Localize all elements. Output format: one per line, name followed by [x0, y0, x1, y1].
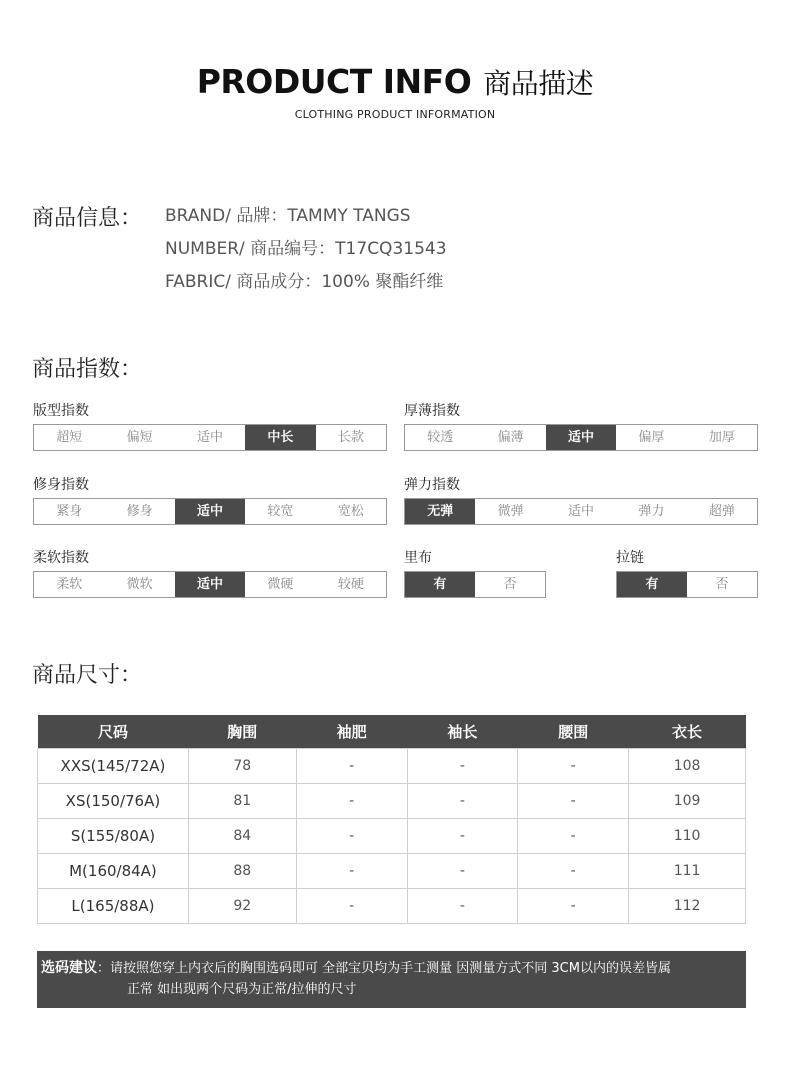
index-option: 较透: [427, 430, 454, 445]
table-cell: -: [407, 783, 518, 818]
index-slim: [33, 476, 387, 525]
table-row: [38, 783, 746, 818]
index-option: 加厚: [708, 430, 735, 445]
index-option: 偏薄: [497, 430, 524, 445]
table-cell: 88: [188, 853, 296, 888]
index-scale: [33, 571, 387, 598]
table-cell: -: [296, 748, 407, 783]
index-lining: [404, 549, 546, 598]
size-table: [37, 715, 746, 924]
tip-key: 选码建议: [41, 960, 97, 976]
table-cell: 78: [188, 748, 296, 783]
index-label: 版型指数: [33, 403, 89, 419]
table-cell: -: [518, 783, 629, 818]
index-option: 修身: [126, 504, 153, 519]
index-label: 厚薄指数: [404, 403, 460, 419]
index-label: 弹力指数: [404, 477, 460, 493]
index-option: 无弹: [405, 499, 475, 524]
table-cell: 81: [188, 783, 296, 818]
number-line: NUMBER/ 商品编号：T17CQ31543: [165, 239, 447, 259]
sizes-heading: 商品尺寸：: [32, 663, 143, 688]
index-option: 微弹: [497, 504, 524, 519]
table-cell: 84: [188, 818, 296, 853]
index-option: 微软: [126, 577, 153, 592]
index-scale: [404, 571, 546, 598]
page-title: [0, 62, 790, 102]
column-header: 尺码: [38, 715, 189, 748]
info-lines: [165, 204, 447, 303]
table-cell: -: [407, 818, 518, 853]
index-option: 有: [617, 572, 687, 597]
index-option: 较硬: [337, 577, 364, 592]
table-cell: 92: [188, 888, 296, 923]
index-option: 超弹: [708, 504, 735, 519]
index-option: 适中: [568, 504, 595, 519]
table-cell: 112: [629, 888, 746, 923]
size-tip: [37, 951, 746, 1008]
table-cell: -: [296, 783, 407, 818]
table-cell: -: [407, 888, 518, 923]
size-label-cell: XXS(145/72A): [38, 748, 189, 783]
page-subtitle: CLOTHING PRODUCT INFORMATION: [294, 108, 496, 121]
fabric-line: FABRIC/ 商品成分：100% 聚酯纤维: [165, 272, 444, 292]
index-label: 柔软指数: [33, 550, 89, 566]
indices-heading: 商品指数：: [32, 357, 143, 382]
index-option: 中长: [245, 425, 315, 450]
column-header: 袖长: [407, 715, 518, 748]
index-option: 宽松: [337, 504, 364, 519]
index-option: 微硬: [267, 577, 294, 592]
index-option: 弹力: [638, 504, 665, 519]
index-label: 修身指数: [33, 477, 89, 493]
index-scale: [33, 424, 387, 451]
index-scale: [404, 498, 758, 525]
size-table-header: [38, 715, 746, 748]
info-heading: 商品信息：: [32, 206, 143, 231]
table-cell: 108: [629, 748, 746, 783]
index-option: 适中: [546, 425, 616, 450]
index-option: 偏厚: [638, 430, 665, 445]
size-label-cell: L(165/88A): [38, 888, 189, 923]
index-option: 柔软: [56, 577, 83, 592]
tip-text-2: 正常 如出现两个尺码为正常/拉伸的尺寸: [127, 982, 357, 997]
title-cn: 商品描述: [483, 67, 594, 100]
index-label: 里布: [404, 550, 432, 566]
size-label-cell: M(160/84A): [38, 853, 189, 888]
index-option: 较宽: [267, 504, 294, 519]
table-row: [38, 888, 746, 923]
index-softness: [33, 549, 387, 598]
column-header: 袖肥: [296, 715, 407, 748]
column-header: 衣长: [629, 715, 746, 748]
index-option: 适中: [197, 430, 224, 445]
index-option: 紧身: [56, 504, 83, 519]
table-row: [38, 853, 746, 888]
index-label: 拉链: [616, 550, 644, 566]
brand-line: BRAND/ 品牌：TAMMY TANGS: [165, 206, 411, 226]
title-en: PRODUCT INFO: [196, 62, 472, 101]
index-option: 偏短: [126, 430, 153, 445]
index-option: 适中: [175, 499, 245, 524]
index-fit: [33, 402, 387, 451]
tip-line-1: [41, 958, 742, 979]
table-cell: -: [407, 853, 518, 888]
column-header: 胸围: [188, 715, 296, 748]
table-cell: -: [518, 888, 629, 923]
table-cell: -: [296, 818, 407, 853]
size-label-cell: XS(150/76A): [38, 783, 189, 818]
index-option: 超短: [56, 430, 83, 445]
index-option: 长款: [337, 430, 364, 445]
table-cell: -: [518, 818, 629, 853]
column-header: 腰围: [518, 715, 629, 748]
index-option: 有: [405, 572, 475, 597]
index-option: 适中: [175, 572, 245, 597]
table-cell: -: [296, 853, 407, 888]
index-option: 否: [715, 577, 729, 592]
table-cell: 111: [629, 853, 746, 888]
index-scale: [404, 424, 758, 451]
table-cell: -: [407, 748, 518, 783]
page-header: [0, 62, 790, 121]
index-scale: [616, 571, 758, 598]
table-cell: -: [296, 888, 407, 923]
index-elastic: [404, 476, 758, 525]
table-row: [38, 818, 746, 853]
index-option: 否: [503, 577, 517, 592]
size-table-body: [38, 748, 746, 923]
table-row: [38, 748, 746, 783]
index-scale: [33, 498, 387, 525]
tip-text-1: ：请按照您穿上内衣后的胸围选码即可 全部宝贝均为手工测量 因测量方式不同 3CM以内的误差皆属: [97, 961, 671, 976]
table-cell: 110: [629, 818, 746, 853]
index-zipper: [616, 549, 758, 598]
table-cell: -: [518, 853, 629, 888]
index-thickness: [404, 402, 758, 451]
table-cell: -: [518, 748, 629, 783]
table-cell: 109: [629, 783, 746, 818]
size-label-cell: S(155/80A): [38, 818, 189, 853]
